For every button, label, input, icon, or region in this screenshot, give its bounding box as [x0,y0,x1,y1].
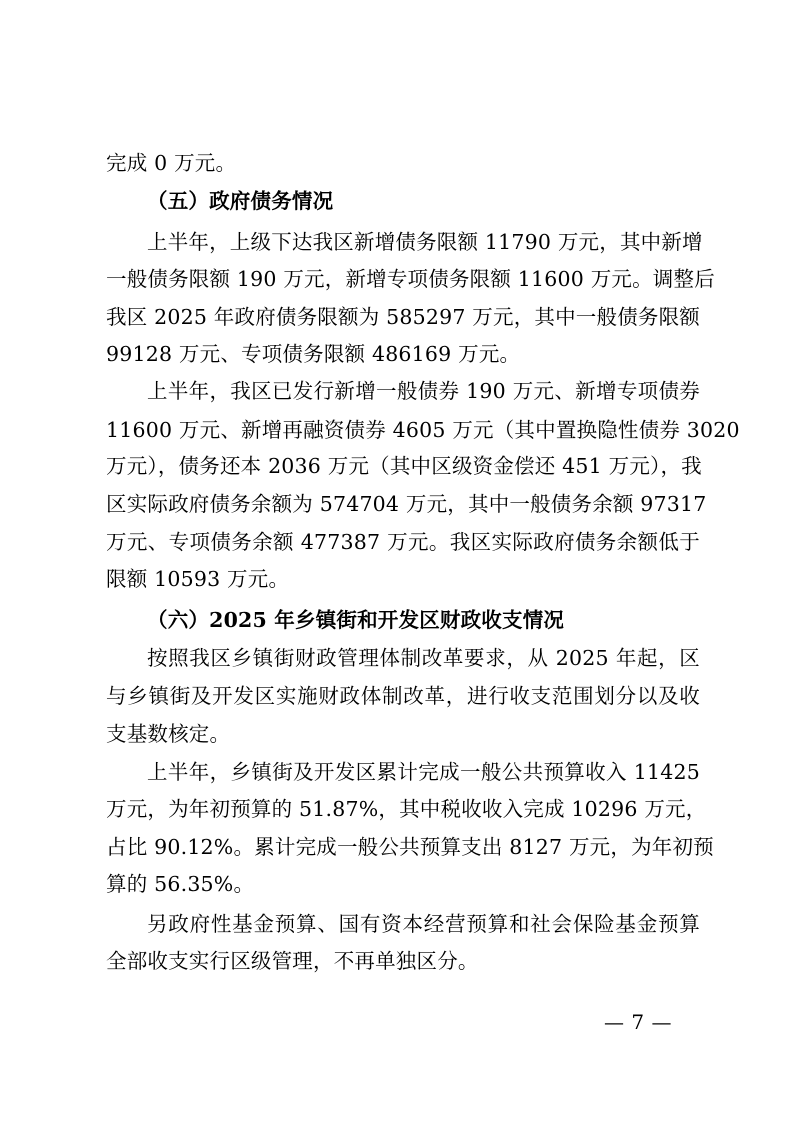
text-line: 占比 90.12%。累计完成一般公共预算支出 8127 万元，为年初预 [106,835,714,859]
text-line: 按照我区乡镇街财政管理体制改革要求，从 2025 年起，区 [147,646,700,670]
text-line: 99128 万元、专项债务限额 486169 万元。 [106,342,521,366]
text-line: 万元），债务还本 2036 万元（其中区级资金偿还 451 万元），我 [106,454,702,478]
text-line: 支基数核定。 [106,722,231,746]
text-line: 区实际政府债务余额为 574704 万元，其中一般债务余额 97317 [106,492,707,516]
section-heading-government-debt: （五）政府债务情况 [147,189,334,213]
text-line: 万元，为年初预算的 51.87%，其中税收收入完成 10296 万元， [106,797,707,821]
text-line: 上半年，上级下达我区新增债务限额 11790 万元，其中新增 [147,230,703,254]
text-line: 上半年，乡镇街及开发区累计完成一般公共预算收入 11425 [147,760,700,784]
text-line: 与乡镇街及开发区实施财政体制改革，进行收支范围划分以及收 [106,684,700,708]
text-line: 一般债务限额 190 万元，新增专项债务限额 11600 万元。调整后 [106,267,715,291]
text-line: 上半年，我区已发行新增一般债券 190 万元、新增专项债券 [147,379,700,403]
text-line: 算的 56.35%。 [106,872,255,896]
page-number: — 7 — [604,1010,672,1034]
text-line: 万元、专项债务余额 477387 万元。我区实际政府债务余额低于 [106,530,700,554]
section-heading-township-finance: （六）2025 年乡镇街和开发区财政收支情况 [147,608,565,632]
text-line: 11600 万元、新增再融资债券 4605 万元（其中置换隐性债券 3020 [106,418,740,442]
text-line: 限额 10593 万元。 [106,567,290,591]
text-line: 完成 0 万元。 [106,151,237,175]
text-line: 另政府性基金预算、国有资本经营预算和社会保险基金预算 [147,912,700,936]
text-line: 我区 2025 年政府债务限额为 585297 万元，其中一般债务限额 [106,305,700,329]
text-line: 全部收支实行区级管理，不再单独区分。 [106,949,479,973]
